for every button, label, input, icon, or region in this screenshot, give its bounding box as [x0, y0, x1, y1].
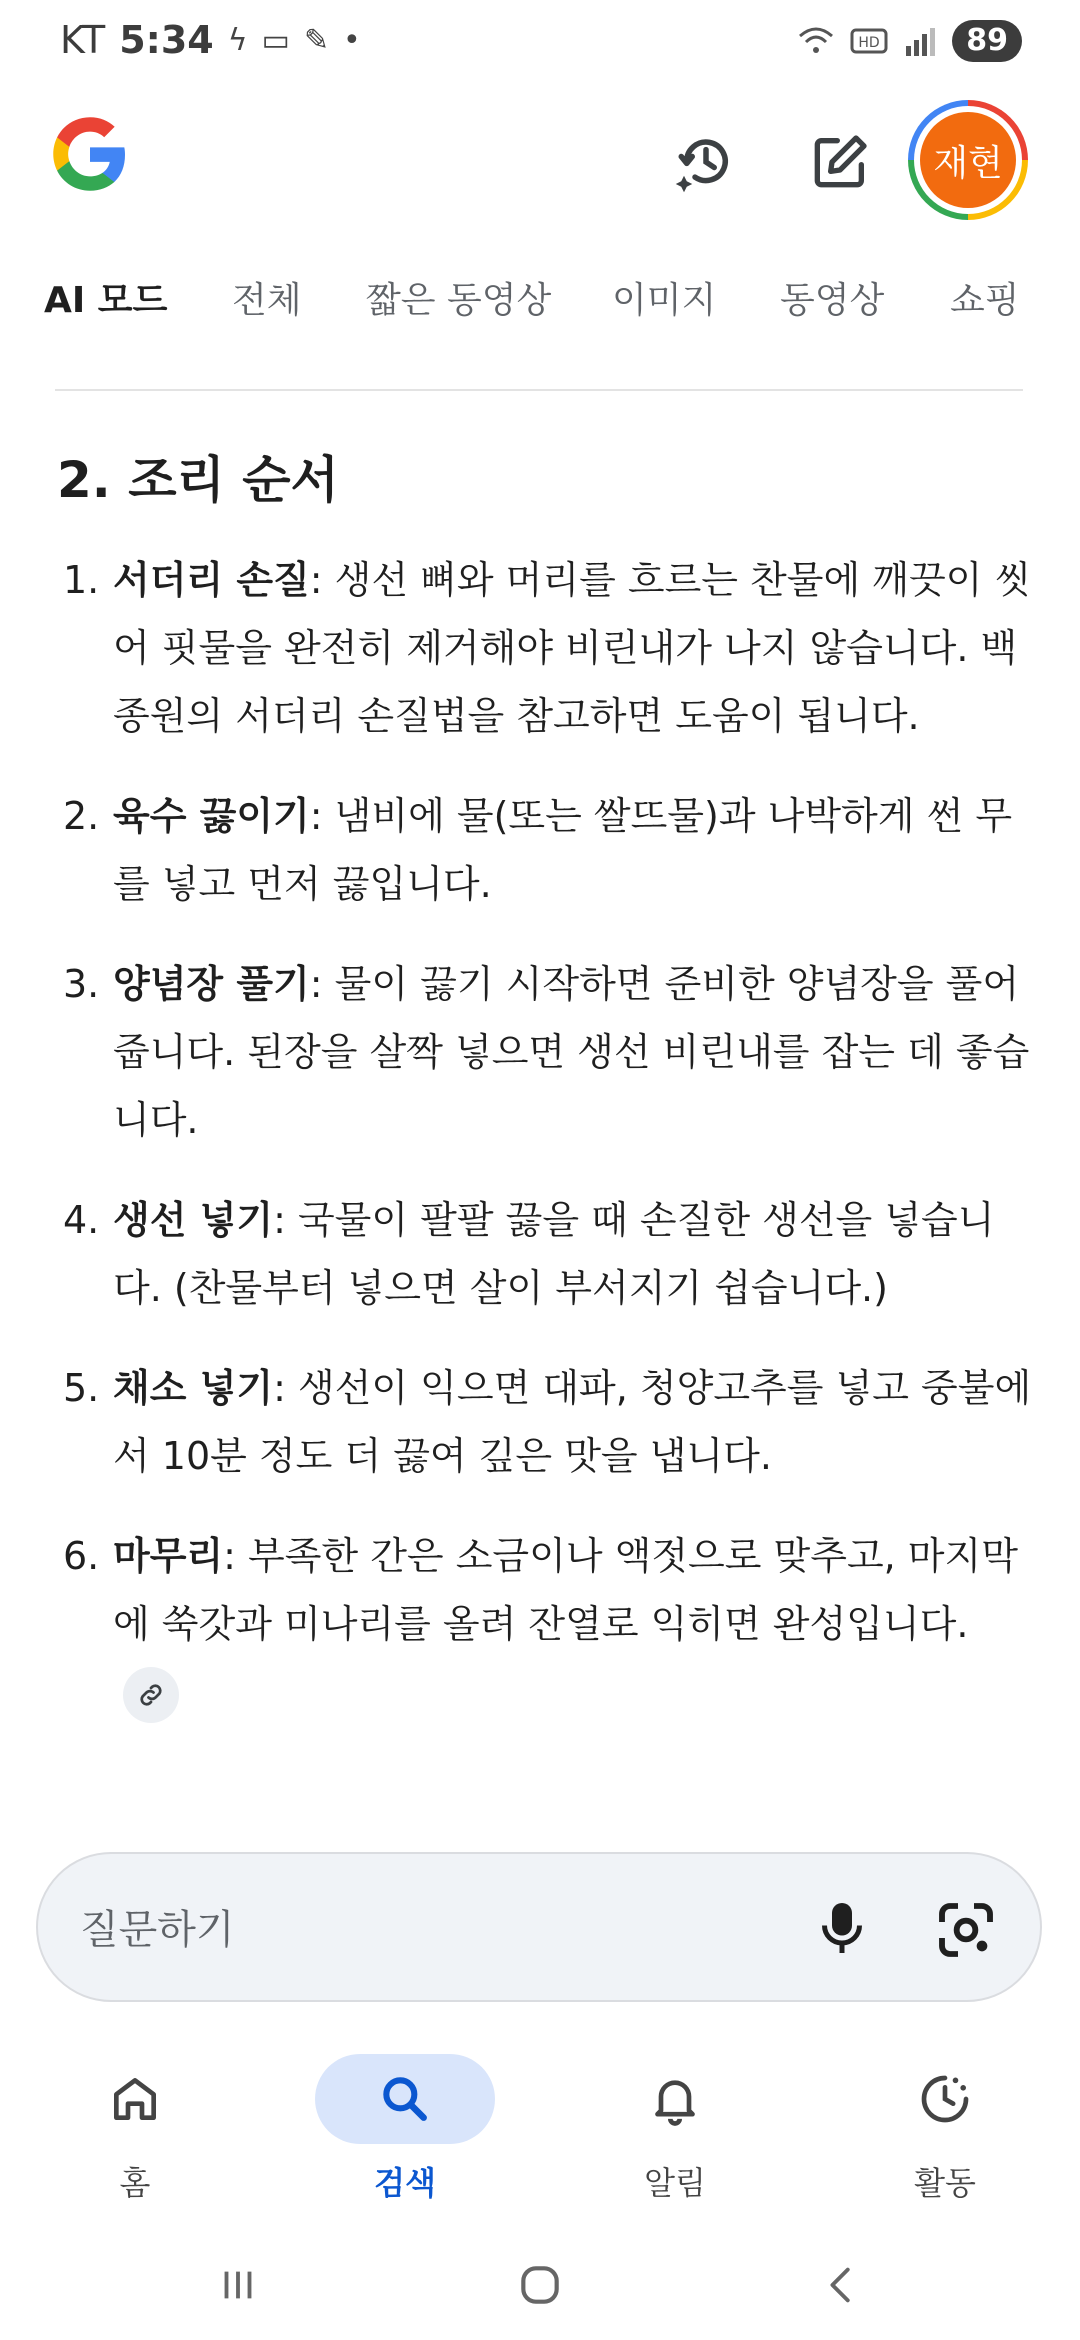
- history-button[interactable]: [666, 122, 746, 202]
- status-bar: [0, 0, 1080, 86]
- ai-answer: [55, 440, 1035, 1758]
- bell-icon: [647, 2071, 703, 2127]
- list-item: [55, 950, 1035, 1154]
- step-number: 3.: [63, 962, 100, 1006]
- recent-apps-button[interactable]: [198, 2250, 278, 2320]
- history-icon: [673, 129, 739, 195]
- back-icon: [819, 2262, 865, 2308]
- battery-indicator: 89: [952, 20, 1022, 62]
- tab-ai-mode[interactable]: AI 모드: [44, 280, 168, 321]
- app-header: [0, 100, 1080, 220]
- edit-icon: [808, 130, 872, 194]
- list-item: [55, 1354, 1035, 1490]
- nav-home[interactable]: [35, 2040, 235, 2220]
- google-logo[interactable]: [48, 112, 132, 196]
- hd-icon: [850, 24, 890, 58]
- step-number: 5.: [63, 1366, 100, 1410]
- avatar: 재현: [920, 112, 1016, 208]
- google-lens-icon[interactable]: [934, 1898, 998, 1962]
- list-item: [55, 546, 1035, 750]
- nav-activity[interactable]: [845, 2040, 1045, 2220]
- svg-text:HD: HD: [858, 35, 880, 51]
- bottom-navigation: [0, 2040, 1080, 2220]
- list-item: [55, 1522, 1035, 1726]
- home-circle-icon: [515, 2260, 565, 2310]
- step-text: : 국물이 팔팔 끓을 때 손질한 생선을 넣습니다. (찬물부터 넣으면 살이 부서지기 쉽습니다.): [113, 1198, 995, 1310]
- step-title: 육수 끓이기: [113, 794, 310, 838]
- source-link-button[interactable]: [123, 1667, 179, 1723]
- bolt-icon: ϟ: [227, 22, 248, 58]
- clock: 5:34: [119, 18, 214, 62]
- step-text: : 물이 끓기 시작하면 준비한 양념장을 풀어줍니다. 된장을 살짝 넣으면 생선 비린내를 잡는 데 좋습니다.: [113, 962, 1030, 1142]
- step-text: : 생선 뼈와 머리를 흐르는 찬물에 깨끗이 씻어 핏물을 완전히 제거해야 비린내가 나지 않습니다. 백종원의 서더리 손질법을 참고하면 도움이 됩니다.: [113, 558, 1032, 738]
- nav-home-label: 홈: [119, 2164, 151, 2202]
- account-avatar-button[interactable]: [908, 100, 1028, 220]
- tab-short-videos[interactable]: 짧은 동영상: [366, 280, 552, 321]
- step-title: 서더리 손질: [113, 558, 310, 602]
- step-title: 마무리: [113, 1534, 224, 1578]
- recent-apps-icon: [215, 2262, 261, 2308]
- list-item: [55, 1186, 1035, 1322]
- nav-search[interactable]: [305, 2040, 505, 2220]
- tabs-divider: [55, 389, 1023, 391]
- nav-notifications-label: 알림: [644, 2164, 706, 2202]
- system-navigation-bar: [0, 2230, 1080, 2340]
- search-tabs: [0, 262, 1080, 342]
- ask-input[interactable]: 질문하기: [80, 1907, 235, 1953]
- new-chat-button[interactable]: [800, 122, 880, 202]
- step-text: : 생선이 익으면 대파, 청양고추를 넣고 중불에서 10분 정도 더 끓여 깊은 맛을 냅니다.: [113, 1366, 1032, 1478]
- step-title: 채소 넣기: [113, 1366, 274, 1410]
- nav-activity-label: 활동: [914, 2164, 976, 2202]
- tab-all[interactable]: 전체: [232, 280, 302, 321]
- list-item: [55, 782, 1035, 918]
- tab-images[interactable]: 이미지: [612, 280, 717, 321]
- back-button[interactable]: [802, 2250, 882, 2320]
- step-title: 생선 넣기: [113, 1198, 274, 1242]
- voicemail-icon: ▭: [261, 22, 290, 58]
- tab-shopping[interactable]: 쇼핑: [950, 280, 1020, 321]
- signal-icon: [904, 24, 938, 58]
- search-icon: [377, 2071, 433, 2127]
- step-title: 양념장 풀기: [113, 962, 310, 1006]
- link-icon: [136, 1680, 166, 1710]
- dot-icon: •: [343, 22, 361, 58]
- nav-search-label: 검색: [374, 2164, 436, 2202]
- step-number: 2.: [63, 794, 100, 838]
- nav-notifications[interactable]: [575, 2040, 775, 2220]
- step-number: 6.: [63, 1534, 100, 1578]
- pen-icon: ✎: [303, 22, 330, 58]
- wifi-icon: [796, 24, 836, 58]
- home-system-button[interactable]: [500, 2250, 580, 2320]
- step-text: : 냄비에 물(또는 쌀뜨물)과 나박하게 썬 무를 넣고 먼저 끓입니다.: [113, 794, 1013, 906]
- step-text: : 부족한 간은 소금이나 액젓으로 맞추고, 마지막에 쑥갓과 미나리를 올려 잔열로 익히면 완성입니다.: [113, 1534, 1018, 1646]
- step-number: 1.: [63, 558, 100, 602]
- microphone-icon[interactable]: [812, 1898, 872, 1958]
- home-icon: [107, 2071, 163, 2127]
- ask-input-bar[interactable]: [36, 1852, 1042, 2002]
- carrier-label: KT: [60, 18, 106, 62]
- step-number: 4.: [63, 1198, 100, 1242]
- tab-videos[interactable]: 동영상: [780, 280, 885, 321]
- section-title: 2. 조리 순서: [57, 451, 339, 509]
- activity-icon: [917, 2071, 973, 2127]
- step-list: [55, 546, 1035, 1726]
